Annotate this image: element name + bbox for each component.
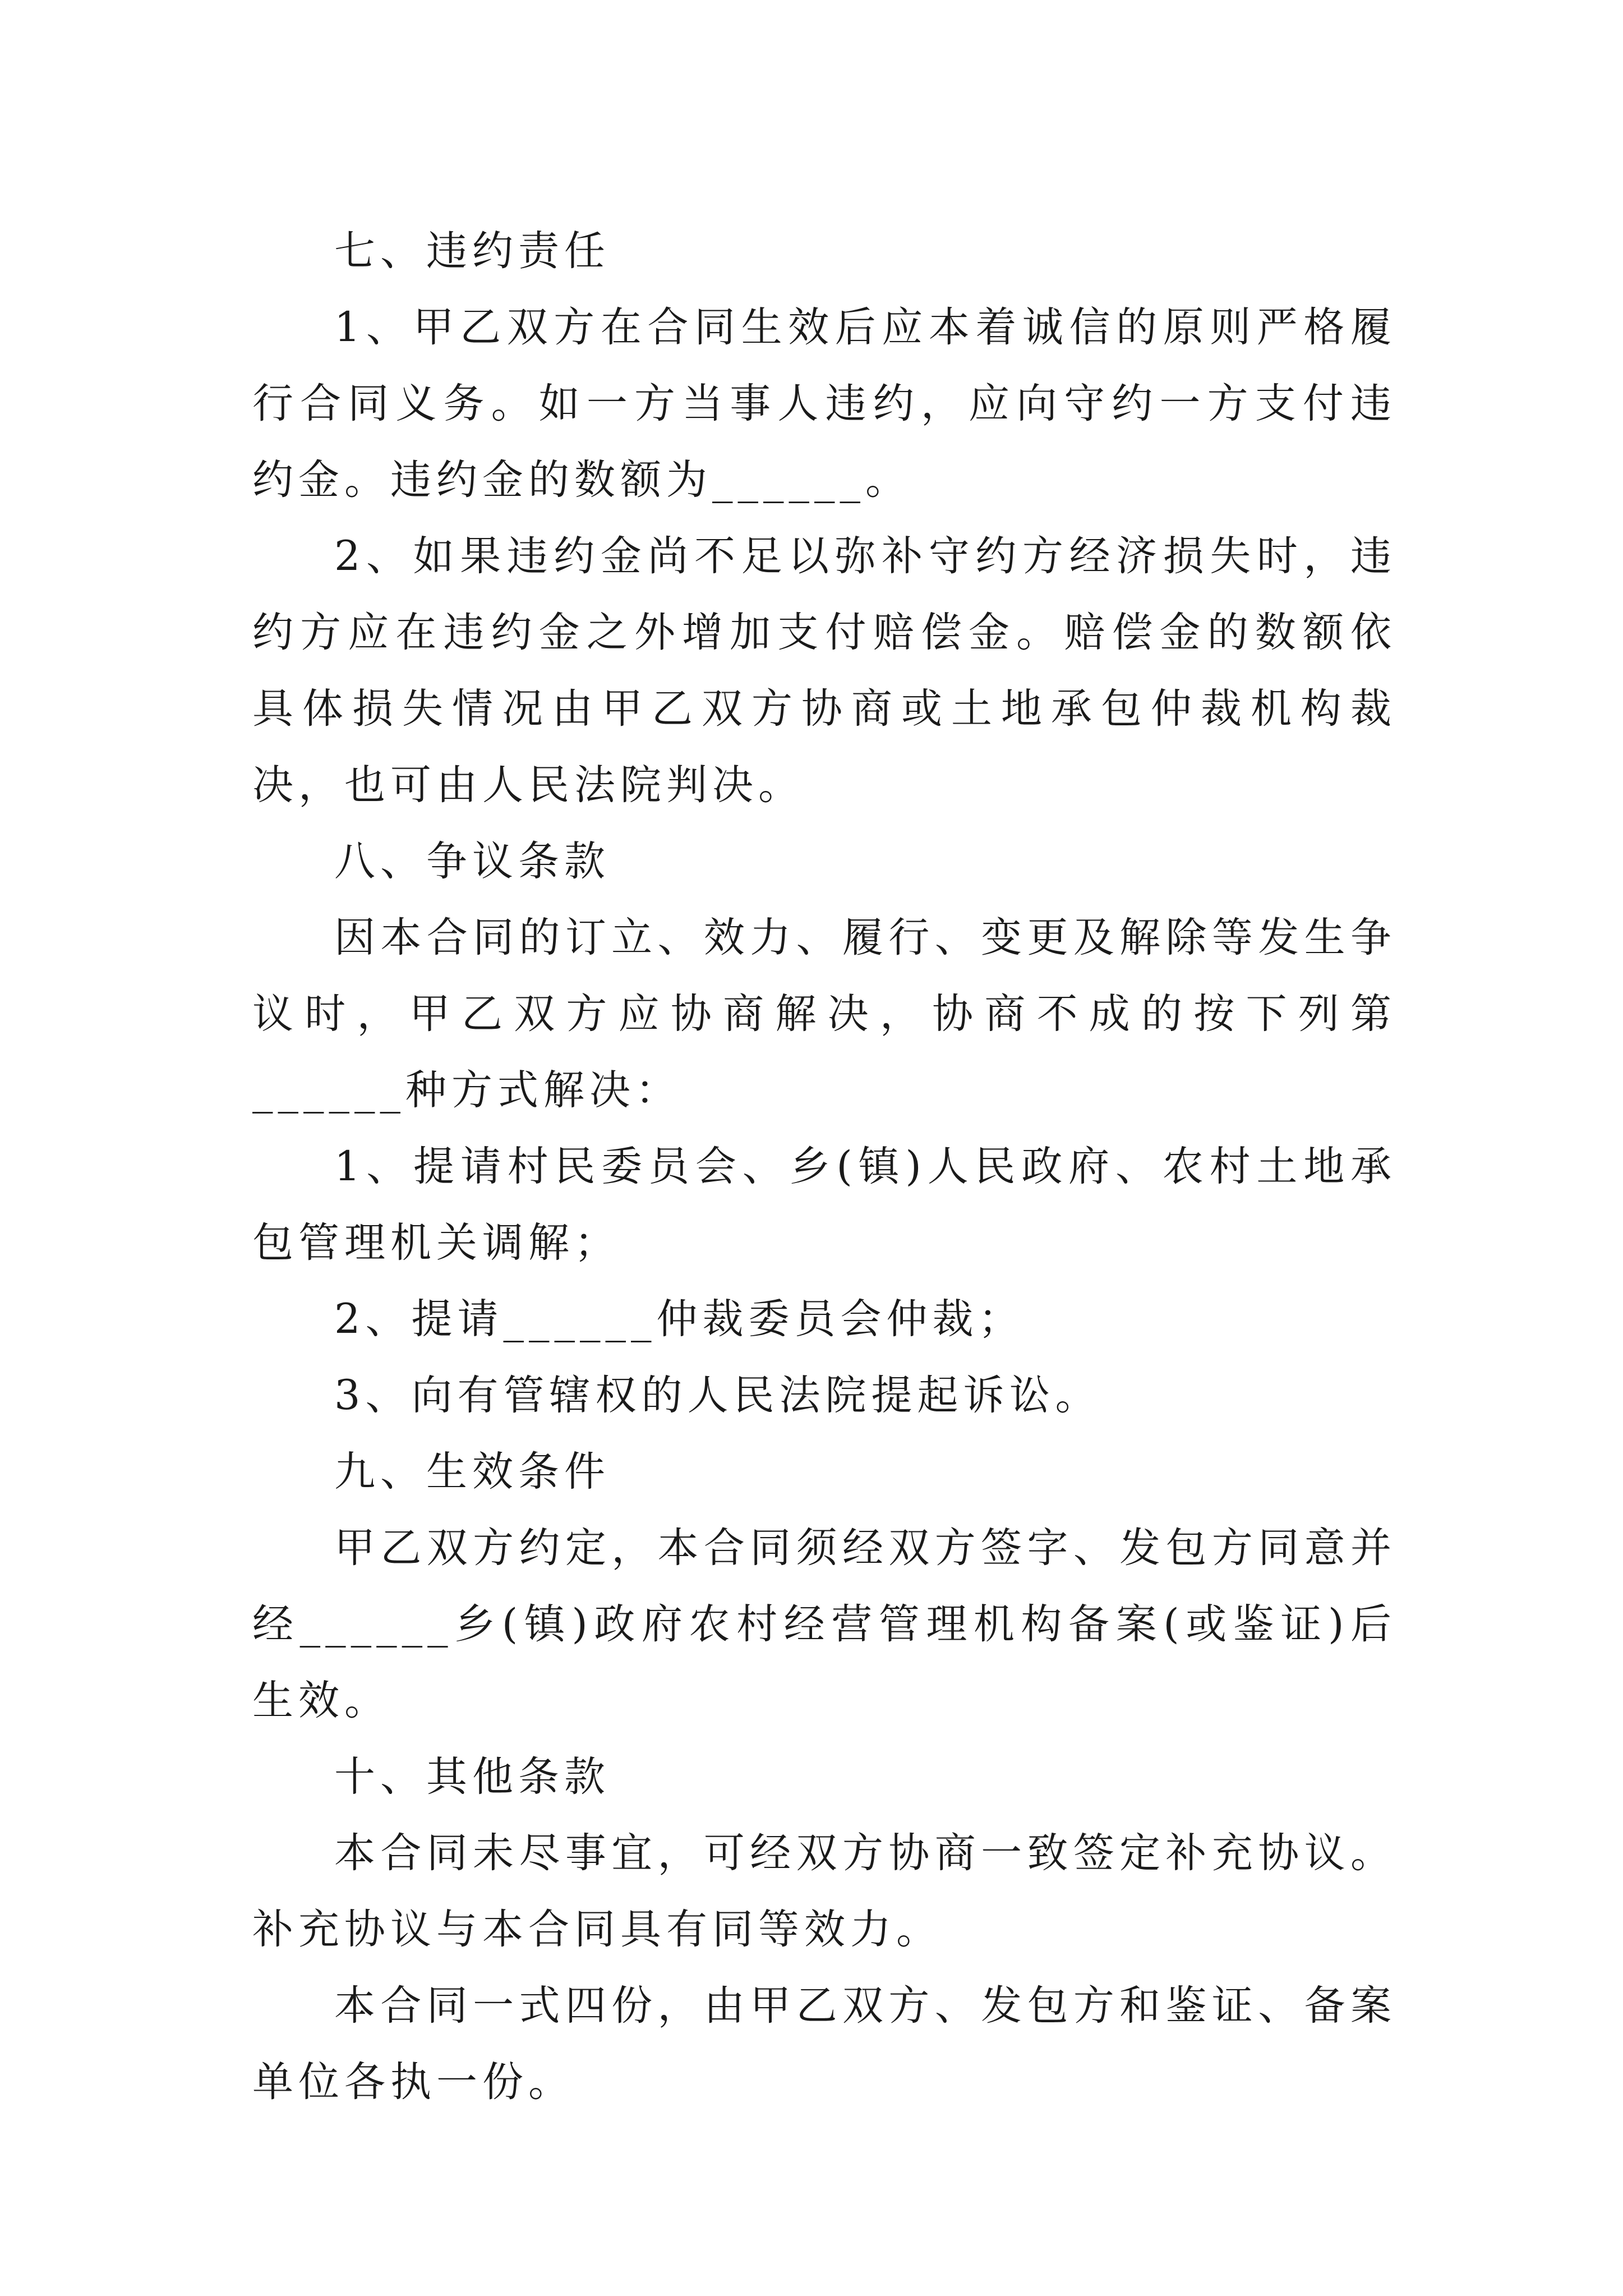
paragraph-dispute-intro: 因本合同的订立、效力、履行、变更及解除等发生争议时，甲乙双方应协商解决，协商不成的按下列第______种方式解决：: [252, 914, 1396, 1114]
paragraph-breach-1: 1、甲乙双方在合同生效后应本着诚信的原则严格履行合同义务。如一方当事人违约，应向守约一方支付违约金。违约金的数额为______。: [252, 303, 1396, 504]
paragraph-other-2: 本合同一式四份，由甲乙双方、发包方和鉴证、备案单位各执一份。: [252, 1982, 1396, 2106]
section-heading-effect: 九、生效条件: [334, 1448, 610, 1496]
section-heading-breach: 七、违约责任: [334, 227, 610, 275]
paragraph-breach-2: 2、如果违约金尚不足以弥补守约方经济损失时，违约方应在违约金之外增加支付赔偿金。赔偿金的数额依具体损失情况由甲乙双方协商或土地承包仲裁机构裁决，也可由人民法院判决。: [252, 532, 1396, 809]
paragraph-other-1: 本合同未尽事宜，可经双方协商一致签定补充协议。补充协议与本合同具有同等效力。: [252, 1829, 1396, 1953]
document-body: [252, 213, 1396, 2120]
section-heading-dispute: 八、争议条款: [334, 838, 610, 885]
paragraph-effect: 甲乙双方约定，本合同须经双方签字、发包方同意并经______乡(镇)政府农村经营管理机构备案(或鉴证)后生效。: [252, 1524, 1396, 1724]
paragraph-dispute-2: 2、提请______仲裁委员会仲裁；: [334, 1295, 1025, 1343]
section-heading-other: 十、其他条款: [334, 1753, 610, 1801]
paragraph-dispute-1: 1、提请村民委员会、乡(镇)人民政府、农村土地承包管理机关调解；: [252, 1143, 1396, 1267]
paragraph-dispute-3: 3、向有管辖权的人民法院提起诉讼。: [334, 1372, 1101, 1419]
